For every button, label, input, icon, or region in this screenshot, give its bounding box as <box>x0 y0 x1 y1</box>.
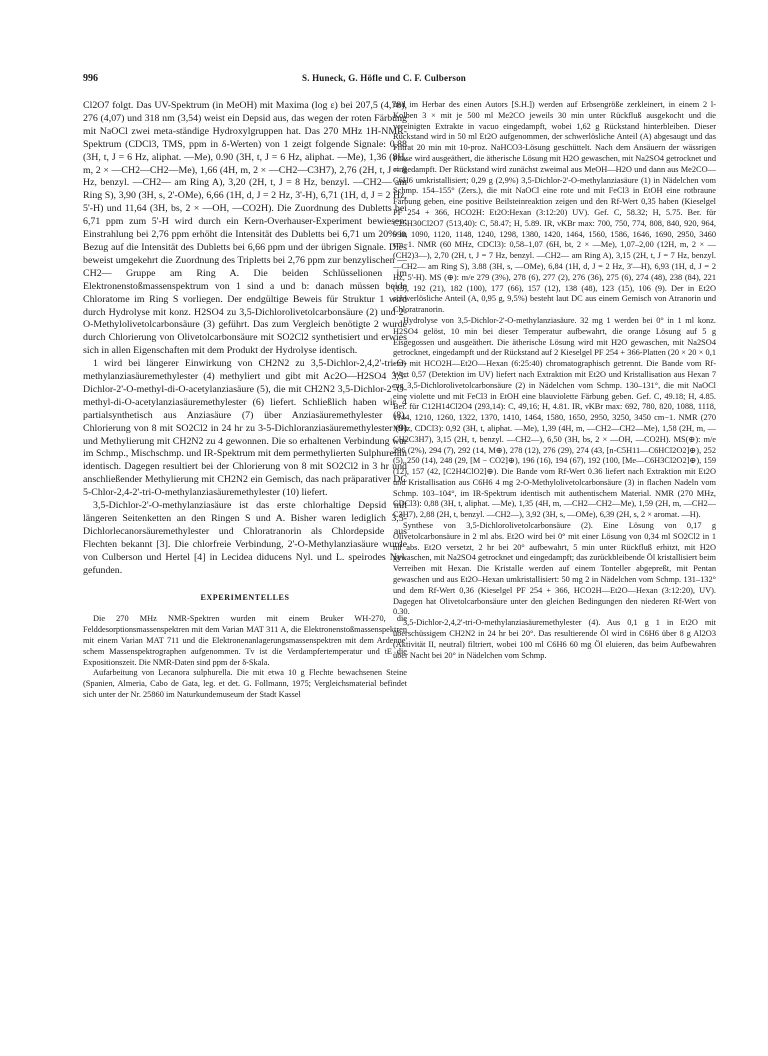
left-paragraph-2: 1 wird bei längerer Einwirkung von CH2N2 zu 3,5-Dichlor-2,4,2'-tri-O-methylanziasäuremethylester (4) methyliert und gibt mit Ac2O—H2SO4 3,5-Dichlor-2'-O-methyl-di-O-acetylanziasäure (5), die mit CH2N2 3,5-Dichlor-2'-O-methyl-di-O-acetylanziasäuremethylester (6) liefert. Schließlich haben wir 4 partialsynthetisch aus Anziasäure (7) über Anziasäuremethylester (8), Chlorierung von 8 mit SO2Cl2 in 24 hr zu 3-5-Dichloranziasäuremethylester (9) und Methylierung mit CH2N2 zu 4 gewonnen. Die so erhaltenen Verbindung war im Schmp., Mischschmp. und IR-Spektrum mit dem permethylierten Sulphurellin identisch. Dagegen resultiert bei der Chlorierung von 8 mit SO2Cl2 in 3 hr und anschließender Methylierung mit CH2N2 ein Gemisch, das nach präparativer DC 5-Chlor-2,4-2'-tri-O-methylanziasäuremethylester (10) liefert. <box>83 358 407 499</box>
left-paragraph-1: Cl2O7 folgt. Das UV-Spektrum (in MeOH) mit Maxima (log ε) bei 207,5 (4,78), 276 (4,07) und 318 nm (3,54) weist ein Depsid aus, das wegen der roten Färbung mit NaOCl zwei meta-ständige Hydroxylgruppen hat. Das 270 MHz 1H-NMR-Spektrum (CDCl3, TMS, ppm in δ-Werten) von 1 zeigt folgende Signale: 0,88 (3H, t, J = 6 Hz, aliphat. —Me), 0.90 (3H, t, J = 6 Hz, aliphat. —Me), 1,36 (8H, m, 2 × —CH2—CH2—Me), 1,66 (4H, m, 2 × —CH2—C3H7), 2,76 (2H, t, J = 8 Hz, benzyl. —CH2— am Ring A), 3,20 (2H, t, J = 8 Hz, benzyl. —CH2— am Ring S), 3,90 (3H, s, 2'-OMe), 6,66 (1H, d, J = 2 Hz, 3'-H), 6,71 (1H, d, J = 2 Hz, 5'-H) und 11,64 (3H, bs, 2 × —OH, —CO2H). Die Zuordnung des Dubletts bei 6,71 ppm zum 5'-H wird durch ein Kern-Overhauser-Experiment bewiesen: Einstrahlung bei 2,76 ppm erhöht die Intensität des Dubletts bei 6,71 um 20% in Bezug auf die Intensität des Dubletts bei 6,66 ppm und der übrigen Signale. Dies beweist umgekehrt die Zuordnung des Tripletts bei 2,76 ppm zur benzylischen —CH2— Gruppe am Ring A. Die beiden Schlüsselionen im Elektronenstoßmassenspektrum von 1 sind a und b: danach müssen beide Chloratome im Ring S vorliegen. Der endgültige Beweis für Struktur 1 wird durch Hydrolyse mit konz. H2SO4 zu 3,5-Dichlorolivetolcarbonsäure (2) und 2-O-Methylolivetolcarbonsäure (3) geführt. Das zum Vergleich benötigte 2 wurde durch Chlorierung von Olivetolcarbonsäure mit SO2Cl2 synthetisiert und erwies sich in allen Eigenschaften mit dem Produkt der Hydrolyse identisch. <box>83 100 407 357</box>
right-paragraph-2: Hydrolyse von 3,5-Dichlor-2'-O-methylanziasäure. 32 mg 1 werden bei 0° in 1 ml konz. H2SO4 gelöst, 10 min bei dieser Temperatur aufbewahrt, die orange Lösung auf 5 g Eisgegossen und ausgeäthert. Die ätherische Lösung wird mit H2O gewaschen, mit Na2SO4 getrocknet, eingedampft und der Rückstand auf 2 Kieselgel PF 254 + 366-Platten (20 × 20 × 0,1 cm) mit HCO2H—Et2O—Hexan (6:25:40) chromatographisch getrennt. Die Bande vom Rf-Wert 0,57 (Detektion im UV) liefert nach Extraktion mit Et2O und Kristallisation aus Hexan 7 mg 3,5-Dichlorolivetolcarbonsäure (2) in Nädelchen vom Schmp. 130–131°, die mit NaOCl eine violette und mit FeCl3 in EtOH eine blauviolette Färbung geben. Gef. C, 49.18; H, 4.85. Ber. für C12H14Cl2O4 (293,14): C, 49,16; H, 4.81. IR, νKBr max: 692, 780, 820, 1088, 1118, 1144, 1210, 1260, 1322, 1370, 1410, 1464, 1580, 1650, 2950, 3250, 3450 cm−1. NMR (270 MHz, CDCl3): 0,92 (3H, t, aliphat. —Me), 1,39 (4H, m, —CH2—CH2—Me), 1,58 (2H, m, —CH2C3H7), 3,15 (2H, t, benzyl. —CH2—), 6,50 (3H, bs, 2 × —OH, —CO2H). MS(⊕): m/e 296 (2%), 294 (7), 292 (14, M⊕), 278 (12), 276 (29), 274 (43, [n-C5H11—C6HCl2O2]⊕), 252 (5), 250 (14), 248 (29, [M − CO2]⊕), 196 (16), 194 (67), 192 (100, [Me—C6H3Cl2O2]⊕), 159 (12), 157 (42, [C2H4ClO2]⊕). Die Bande vom Rf-Wert 0.36 liefert nach Extraktion mit Et2O und Kristallisation aus C6H6 4 mg 2-O-Methylolivetolcarbonsäure (3) in flachen Nadeln vom Schmp. 103–104°, im IR-Spektrum identisch mit authentischem Material. NMR (270 MHz, CDCl3): 0,88 (3H, t, aliphat. —Me), 1,35 (4H, m, —CH2—CH2—Me), 1,59 (2H, m, —CH2—C3H7), 2,88 (2H, t, benzyl. —CH2—), 3,92 (3H, s, —OMe), 6,39 (2H, s, 2 × aromat. —H). <box>393 315 716 520</box>
page-number: 996 <box>83 73 98 84</box>
running-head: S. Huneck, G. Höfle und C. F. Culberson <box>302 73 466 83</box>
right-paragraph-4: 3,5-Dichlor-2,4,2'-tri-O-methylanziasäuremethylester (4). Aus 0,1 g 1 in Et2O mit überschüssigem CH2N2 in 24 hr bei 20°. Das resultierende Öl wird in C6H6 über 8 g Al2O3 (Aktivität II, neutral) filtriert, wobei 100 ml C6H6 60 mg Öl eluieren, das beim Aufbewahren über Nacht bei 20° in Nädelchen vom Schmp. <box>393 618 716 660</box>
right-column <box>393 100 716 661</box>
left-column <box>83 100 407 701</box>
section-heading-experimentelles: EXPERIMENTELLES <box>200 592 290 602</box>
right-paragraph-1: und im Herbar des einen Autors [S.H.]) werden auf Erbsengröße zerkleinert, in einem 2 l-Kolben 3 × mit je 500 ml Me2CO jeweils 30 min unter Rückfluß ausgekocht und die vereinigten Extrakte in vacuo eingedampft, wobei 1,62 g Rückstand hinterbleiben. Dieser Rückstand wird in 50 ml Et2O aufgenommen, der schwerlösliche Anteil (A) abgesaugt und das Filtrat 20 min mit 10-proz. NaHCO3-Lösung geschüttelt. Nach dem Ansäuern der wässrigen Phase wird ausgeäthert, die ätherische Lösung mit H2O gewaschen, mit Na2SO4 getrocknet und eingedampft. Der Rückstand wird zunächst zweimal aus MeOH—H2O und dann aus Me2CO—C6H6 umkristallisiert; 0,29 g (2,9%) 3,5-Dichlor-2'-O-methylanziasäure (1) in Nädelchen vom Schmp. 154–155° (Zers.), die mit NaOCl eine rote und mit FeCl3 in EtOH eine rotbraune Färbung geben, eine positive Beilsteinreaktion zeigen und den Rf-Wert 0,35 haben (Kieselgel PF 254 + 366, HCO2H: Et2O:Hexan (3:12:20) UV). Gef. C, 58.32; H, 5.75. Ber. für C25H30Cl2O7 (513,40): C, 58.47; H, 5.89. IR, νKBr max: 700, 750, 774, 808, 840, 920, 964, 990, 1090, 1120, 1148, 1240, 1298, 1380, 1420, 1464, 1560, 1586, 1646, 1690, 2950, 3460 cm−1. NMR (60 MHz, CDCl3): 0,58–1,07 (6H, bt, 2 × —Me), 1,07–2,00 (12H, m, 2 × —(CH2)3—), 2,70 (2H, t, J = 7 Hz, benzyl. —CH2— am Ring A), 3,15 (2H, t, J = 7 Hz, benzyl. —CH2— am Ring S), 3.88 (3H, s, —OMe), 6,84 (1H, d, J = 2 Hz, 3'—H), 6,93 (1H, d, J = 2 Hz, 5'-H). MS (⊕): m/e 279 (3%), 278 (6), 277 (2), 276 (36), 275 (6), 274 (48), 238 (84), 221 (15), 192 (21), 182 (100), 177 (66), 157 (12), 138 (48), 123 (15), 106 (9). Der in Et2O schwerlösliche Anteil (A, 0,95 g, 9,5%) besteht laut DC aus einem Gemisch von Atranorin und Chloratranorin. <box>393 100 716 315</box>
left-paragraph-5: Aufarbeitung von Lecanora sulphurella. Die mit etwa 10 g Flechte bewachsenen Steine (Spanien, Almeria, Cabo de Gata, leg. et det. G. Follmann, 1975; Vergleichsmaterial befindet sich unter der Nr. 25860 im Naturkundemuseum der Stadt Kassel <box>83 668 407 700</box>
left-paragraph-4: Die 270 MHz NMR-Spektren wurden mit einem Bruker WH-270, die Felddesorptionsmassenspektren mit dem Varian MAT 311 A, die Elektronenstoßmassenspektren mit einem Varian MAT 711 und die Elektronenanlagerungsmassenspektren mit dem Ardenne' schem Massenspektrographen aufgenommen. Tv ist die Verdampfertemperatur und tE die Expositionszeit. Die NMR-Daten sind ppm der δ-Skala. <box>83 614 407 667</box>
right-paragraph-3: Synthese von 3,5-Dichlorolivetolcarbonsäure (2). Eine Lösung von 0,17 g Olivetolcarbonsäure in 2 ml abs. Et2O wird bei 0° mit einer Lösung von 0,34 ml SO2Cl2 in 1 ml abs. Et2O versetzt, 2 hr bei 20° aufbewahrt, 5 min unter Rückfluß erhitzt, mit H2O gewaschen, mit Na2SO4 getrocknet und eingedampft; das zurückbleibende Öl kristallisiert beim Verreiben mit Hexan. Die Kristalle werden auf einem Tonteller abgepreßt, mit Pentan gewaschen und aus Et2O–Hexan umkristallisiert: 50 mg 2 in Nädelchen vom Schmp. 131–132° und dem Rf-Wert 0,36 (Kieselgel PF 254 + 366, HCO2H—Et2O—Hexan (3:12:20), UV). Dagegen hat Olivetolcarbonsäure unter den gleichen Bedingungen den niederen Rf-Wert von 0.30. <box>393 521 716 617</box>
left-paragraph-3: 3,5-Dichlor-2'-O-methylanziasäure ist das erste chlorhaltige Depsid mit längeren Seitenketten an den Ringen S und A. Bisher waren lediglich 3,5-Dichlorlecanorsäuremethylester und Chloratranorin als Chlordepside aus Flechten bekannt [3]. Die chlorfreie Verbindung, 2'-O-Methylanziasäure wurde von Culberson und Hertel [4] in Lecidea diducens Nyl. und L. speirodes Nyl. gefunden. <box>83 500 407 576</box>
